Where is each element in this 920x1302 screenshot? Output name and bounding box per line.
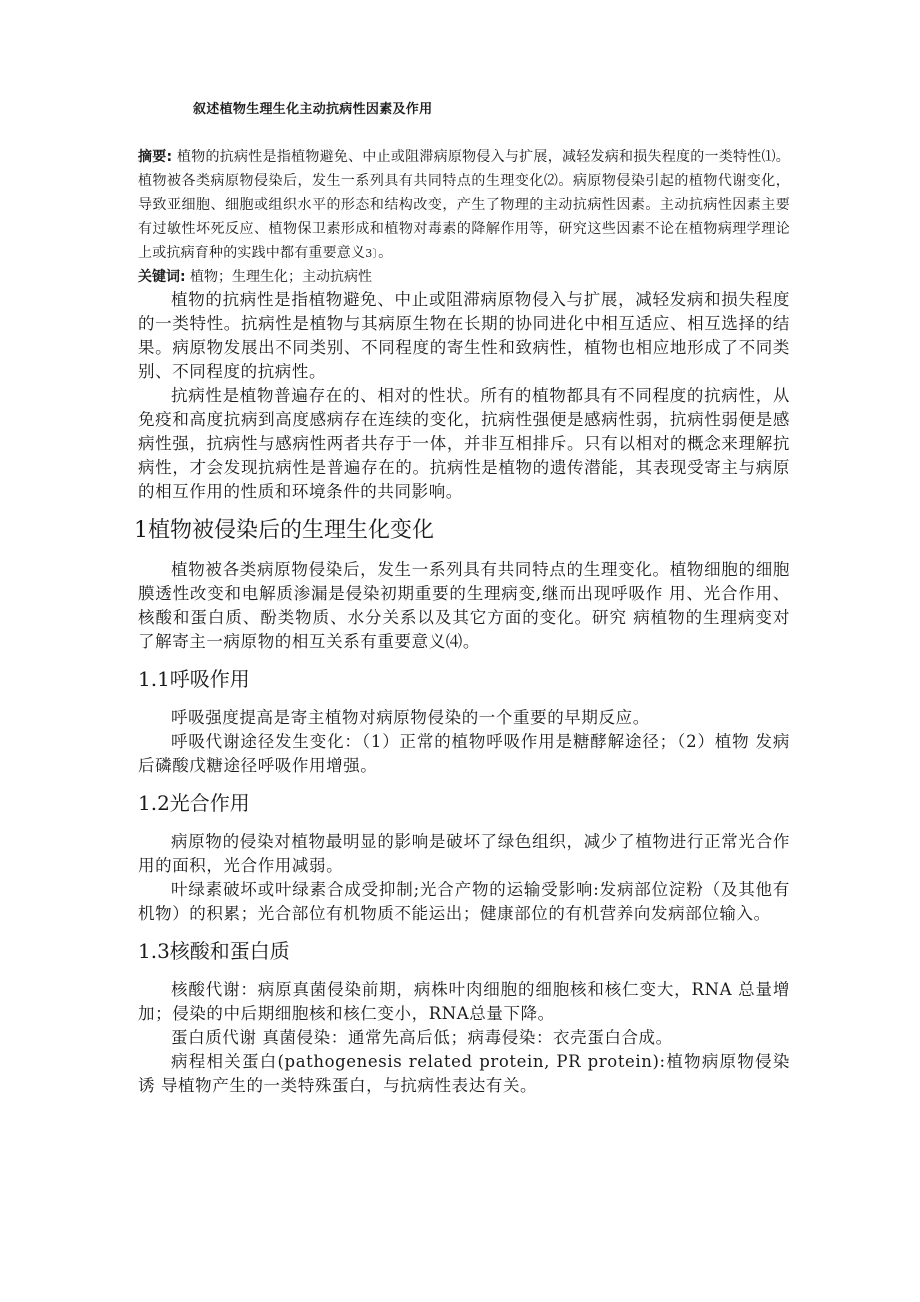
document-title: 叙述植物生理生化主动抗病性因素及作用: [193, 102, 433, 117]
section-paragraph: 核酸代谢：病原真菌侵染前期，病株叶肉细胞的细胞核和核仁变大，RNA 总量增加；侵染的中后期细胞核和核仁变小，RNA总量下降。: [138, 980, 790, 1023]
subsection-heading: 1.1呼吸作用: [138, 667, 250, 691]
intro-paragraph: 抗病性是植物普遍存在的、相对的性状。所有的植物都具有不同程度的抗病性，从免疫和高度抗病到高度感病存在连续的变化，抗病性强便是感病性弱，抗病性弱便是感病性强，抗病性与感病性两者共存于一体，并非互相排斥。只有以相对的概念来理解抗病性，才会发现抗病性是普遍存在的。抗病性是植物的遗传潜能，其表现受寄主与病原的相互作用的性质和环境条件的共同影响。: [138, 386, 790, 501]
abstract-reference: 3〕: [365, 247, 379, 260]
section-paragraph: 病程相关蛋白(pathogenesis related protein, PR protein):植物病原物侵染诱 导植物产生的一类特殊蛋白，与抗病性表达有关。: [138, 1052, 790, 1095]
abstract-text: 植物的抗病性是指植物避免、中止或阻滞病原物侵入与扩展，减轻发病和损失程度的一类特性⑴。植物被各类病原物侵染后，发生一系列具有共同特点的生理变化⑵。病原物侵染引起的植物代谢变化，导致亚细胞、细胞或组织水平的形态和结构改变，产生了物理的主动抗病性因素。主动抗病性因素主要有过敏性坏死反应、植物保卫素形成和植物对毒素的降解作用等，研究这些因素不论在植物病理学理论上或抗病育种的实践中都有重要意义: [138, 149, 790, 261]
keywords: [138, 266, 790, 288]
abstract-label: 摘要:: [138, 149, 173, 165]
section-paragraph: 病原物的侵染对植物最明显的影响是破坏了绿色组织，减少了植物进行正常光合作用的面积，光合作用减弱。: [138, 832, 790, 875]
subsection-heading: 1.2光合作用: [138, 791, 250, 815]
abstract: [138, 145, 790, 266]
subsection-heading: 1.3核酸和蛋白质: [138, 939, 290, 963]
section-heading: 1植物被侵染后的生理生化变化: [134, 518, 434, 543]
section-paragraph: 呼吸代谢途径发生变化：（1）正常的植物呼吸作用是糖酵解途径；（2）植物 发病后磷酸戊糖途径呼吸作用增强。: [138, 732, 790, 775]
section-paragraph: 植物被各类病原物侵染后，发生一系列具有共同特点的生理变化。植物细胞的细胞膜透性改变和电解质渗漏是侵染初期重要的生理病变,继而出现呼吸作 用、光合作用、核酸和蛋白质、酚类物质、水分关系以及其它方面的变化。研究 病植物的生理病变对了解寄主一病原物的相互关系有重要意义⑷。: [138, 560, 790, 651]
document-page: [134, 100, 790, 1098]
abstract-end: 。: [378, 245, 393, 261]
keywords-text: 植物；生理生化；主动抗病性: [185, 269, 373, 285]
keywords-label: 关键词:: [138, 269, 186, 285]
section-paragraph: 呼吸强度提高是寄主植物对病原物侵染的一个重要的早期反应。: [171, 708, 650, 727]
intro-paragraph: 植物的抗病性是指植物避免、中止或阻滞病原物侵入与扩展，减轻发病和损失程度的一类特性。抗病性是植物与其病原生物在长期的协同进化中相互适应、相互选择的结果。病原物发展出不同类别、不同程度的寄生性和致病性，植物也相应地形成了不同类别、不同程度的抗病性。: [138, 290, 790, 381]
section-paragraph: 蛋白质代谢 真菌侵染：通常先高后低；病毒侵染：衣壳蛋白合成。: [171, 1028, 673, 1047]
section-paragraph: 叶绿素破坏或叶绿素合成受抑制;光合产物的运输受影响:发病部位淀粉（及其他有机物）的积累；光合部位有机物质不能运出；健康部位的有机营养向发病部位输入。: [138, 880, 790, 923]
